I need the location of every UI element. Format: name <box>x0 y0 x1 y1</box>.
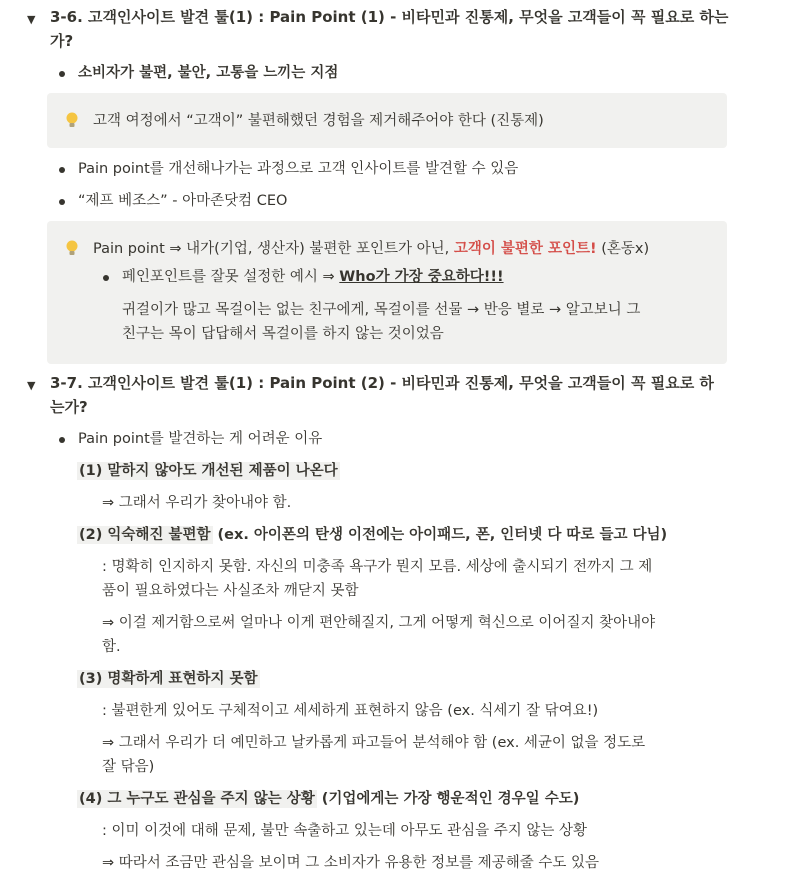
callout-paragraph <box>122 298 722 346</box>
reason-detail: : 이미 이것에 대해 문제, 불만 속출하고 있는데 아무도 관심을 주지 않는 상황 <box>102 823 588 839</box>
underlined-emphasis: Who가 가장 중요하다!!! <box>339 269 504 285</box>
paragraph-line: 품이 필요하였다는 사실조차 깨닫지 못함 <box>102 583 359 599</box>
bullet-dot <box>59 199 65 205</box>
lightbulb-icon <box>65 111 79 129</box>
heading-line: 3-7. 고객인사이트 발견 툴(1) : Pain Point (2) - 비타민과 진통제, 무엇을 고객들이 꼭 필요로 하 <box>50 374 714 392</box>
reason-heading-rest: (ex. 아이폰의 탄생 이전에는 아이패드, 폰, 인터넷 다 따로 들고 다님) <box>212 527 668 543</box>
reason-heading <box>77 667 260 691</box>
bullet-item: 소비자가 불편, 불안, 고통을 느끼는 지점 <box>78 65 339 81</box>
paragraph-line: ⇒ 이걸 제거함으로써 얼마나 이게 편안해질지, 그게 어떻게 혁신으로 이어질지 찾아내야 <box>102 615 656 631</box>
callout-text: 고객 여정에서 “고객이” 불편해했던 경험을 제거해주어야 한다 (진통제) <box>93 113 544 129</box>
paragraph-line: 함. <box>102 639 121 655</box>
heading-line: 는가? <box>50 398 88 416</box>
highlighted-text: (4) 그 누구도 관심을 주지 않는 상황 <box>79 791 315 807</box>
reason-heading <box>77 523 667 547</box>
sub-bullet-text: 페인포인트를 잘못 설정한 예시 ⇒ <box>122 269 340 285</box>
highlighted-text: (1) 말하지 않아도 개선된 제품이 나온다 <box>79 463 338 479</box>
bullet-dot <box>103 275 109 281</box>
bullet-item: Pain point를 개선해나가는 과정으로 고객 인사이트를 발견할 수 있음 <box>78 161 519 177</box>
paragraph-line: 잘 닦음) <box>102 759 155 775</box>
paragraph-line: ⇒ 그래서 우리가 더 예민하고 날카롭게 파고들어 분석해야 함 (ex. 세균이 없을 정도로 <box>102 735 646 751</box>
heading-line: 가? <box>50 32 74 50</box>
toggle-triangle-icon[interactable]: ▼ <box>27 13 36 26</box>
callout-box <box>47 221 727 364</box>
toggle-heading-3-7[interactable] <box>50 371 740 419</box>
callout-box <box>47 93 727 148</box>
bullet-dot <box>59 437 65 443</box>
paragraph-line: 귀걸이가 많고 목걸이는 없는 친구에게, 목걸이를 선물 → 반응 별로 → 알고보니 그 <box>122 302 641 318</box>
callout-text-part: (혼동x) <box>596 241 650 257</box>
paragraph-line: 친구는 목이 답답해서 목걸이를 하지 않는 것이었음 <box>122 326 444 342</box>
heading-line: 3-6. 고객인사이트 발견 툴(1) : Pain Point (1) - 비타민과 진통제, 무엇을 고객들이 꼭 필요로 하는 <box>50 8 729 26</box>
bullet-dot <box>59 167 65 173</box>
reason-detail: : 불편한게 있어도 구체적이고 세세하게 표현하지 않음 (ex. 식세기 잘 닦여요!) <box>102 703 599 719</box>
reason-heading-rest: (기업에게는 가장 행운적인 경우일 수도) <box>316 791 580 807</box>
highlighted-text: (2) 익숙해진 불편함 <box>79 527 211 543</box>
reason-heading <box>77 787 579 811</box>
sub-bullet-item <box>122 265 504 289</box>
toggle-heading-3-6[interactable] <box>50 5 740 53</box>
paragraph-line: : 명확히 인지하지 못함. 자신의 미충족 욕구가 뭔지 모름. 세상에 출시되기 전까지 그 제 <box>102 559 653 575</box>
bullet-dot <box>59 71 65 77</box>
reason-heading <box>77 459 340 483</box>
bullet-item: “제프 베조스” - 아마존닷컴 CEO <box>78 193 288 209</box>
toggle-triangle-icon[interactable]: ▼ <box>27 379 36 392</box>
callout-text <box>93 237 723 261</box>
reason-detail <box>102 611 732 659</box>
reason-detail <box>102 731 732 779</box>
reason-detail: ⇒ 따라서 조금만 관심을 보이며 그 소비자가 유용한 정보를 제공해줄 수도 있음 <box>102 855 600 871</box>
lightbulb-icon <box>65 239 79 257</box>
highlighted-text: (3) 명확하게 표현하지 못함 <box>79 671 258 687</box>
reason-detail: ⇒ 그래서 우리가 찾아내야 함. <box>102 495 292 511</box>
bullet-item: Pain point를 발견하는 게 어려운 이유 <box>78 431 323 447</box>
callout-text-part: Pain point ⇒ 내가(기업, 생산자) 불편한 포인트가 아닌, <box>93 241 454 257</box>
red-highlight: 고객이 불편한 포인트! <box>453 241 597 257</box>
reason-detail <box>102 555 732 603</box>
